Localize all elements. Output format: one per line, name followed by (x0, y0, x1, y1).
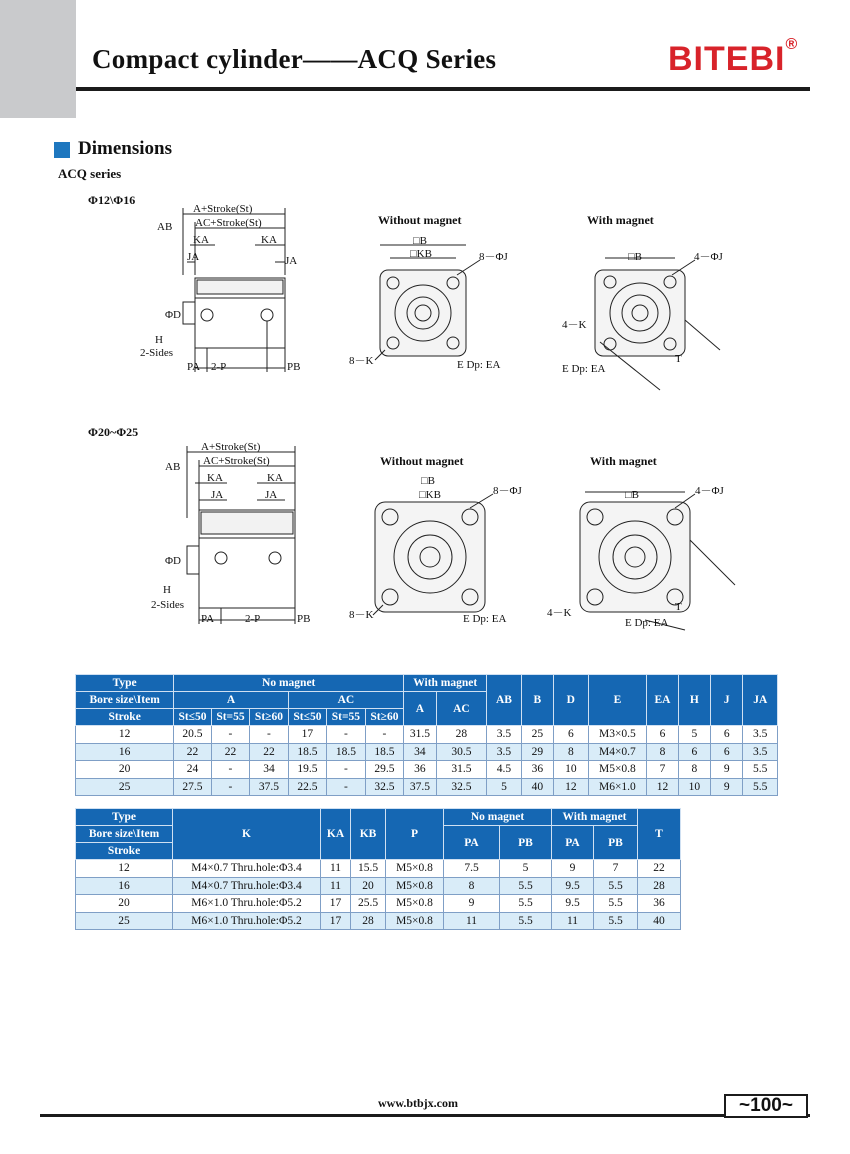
table-cell: 28 (351, 912, 386, 930)
table-row (76, 726, 778, 744)
dim-d-1: ΦD (165, 309, 181, 321)
th-type: Type (76, 809, 173, 826)
th-sub: St≤50 (288, 709, 326, 726)
table-cell: - (327, 761, 365, 779)
section-title: Dimensions (78, 138, 172, 159)
table-cell: 3.5 (487, 743, 521, 761)
th-b: B (521, 675, 553, 726)
table-cell: 25.5 (351, 895, 386, 913)
table-cell: 37.5 (250, 778, 288, 796)
table-cell: 9 (711, 778, 743, 796)
dim-b-mag-2: □B (625, 489, 639, 501)
table-cell: 16 (76, 743, 174, 761)
table-cell: 16 (76, 877, 173, 895)
table-cell: 7 (594, 860, 638, 878)
table-cell: 34 (404, 743, 436, 761)
with-magnet-label-2: With magnet (590, 454, 657, 468)
table-cell: 20.5 (174, 726, 211, 744)
table-row (76, 743, 778, 761)
table-cell: 5.5 (594, 877, 638, 895)
dim-two-sides-1: 2-Sides (140, 347, 173, 359)
table-cell: M5×0.8 (386, 877, 444, 895)
table-cell: M5×0.8 (386, 860, 444, 878)
table-cell: 9 (444, 895, 500, 913)
without-magnet-label-2: Without magnet (380, 454, 464, 468)
header-gray-block (0, 0, 76, 118)
table-cell: 25 (76, 912, 173, 930)
dim-b-mag-1: □B (628, 251, 642, 263)
table-cell: 20 (76, 895, 173, 913)
table-row (76, 778, 778, 796)
bore-group-20-25-label: Φ20~Φ25 (88, 425, 139, 439)
table-cell: - (211, 761, 249, 779)
th-sub: PA (444, 826, 500, 860)
table-cell: 18.5 (288, 743, 326, 761)
th-ka: KA (321, 809, 351, 860)
table-cell: 25 (521, 726, 553, 744)
table-cell: 8 (647, 743, 678, 761)
table-cell: 6 (554, 726, 588, 744)
section-square-icon (54, 142, 70, 158)
table-cell: 40 (521, 778, 553, 796)
dimension-table-1 (75, 674, 778, 796)
table-cell: 17 (321, 912, 351, 930)
dim-a-stroke-1: A+Stroke(St) (193, 203, 253, 215)
dim-pa-2: PA (201, 613, 215, 625)
th-ac: AC (288, 692, 404, 709)
th-k: K (173, 809, 321, 860)
table-cell: - (211, 778, 249, 796)
table-cell: 5 (487, 778, 521, 796)
table-cell: 9.5 (552, 877, 594, 895)
table-cell: - (365, 726, 404, 744)
dim-ka-left-1: KA (193, 234, 209, 246)
table-cell: 12 (647, 778, 678, 796)
footer-url: www.btbjx.com (378, 1096, 458, 1110)
table-cell: 5.5 (743, 761, 778, 779)
dim-ac-stroke-1: AC+Stroke(St) (195, 217, 262, 229)
table-cell: 31.5 (404, 726, 436, 744)
table-cell: 3.5 (487, 726, 521, 744)
table-cell: 31.5 (436, 761, 487, 779)
dim-ja-right-2: JA (265, 489, 278, 501)
front-view-with-magnet-1 (560, 230, 740, 400)
dim-ja-left-2: JA (211, 489, 224, 501)
table-cell: 9 (552, 860, 594, 878)
table-cell: 7.5 (444, 860, 500, 878)
table-cell: 5 (500, 860, 552, 878)
th-sub: PB (500, 826, 552, 860)
dim-t-1: T (675, 353, 682, 365)
dim-edp-2: E Dp: EA (463, 613, 507, 625)
table-row (76, 895, 681, 913)
table-cell: 5 (678, 726, 710, 744)
table-cell: 5.5 (594, 912, 638, 930)
table-cell: 28 (638, 877, 681, 895)
th-no-magnet: No magnet (444, 809, 552, 826)
th-bore: Bore size\Item (76, 692, 174, 709)
table-cell: 9.5 (552, 895, 594, 913)
registered-mark: ® (785, 36, 799, 53)
table-cell: 5.5 (500, 912, 552, 930)
table-cell: 22 (211, 743, 249, 761)
table-cell: M6×1.0 Thru.hole:Φ5.2 (173, 912, 321, 930)
th-stroke: Stroke (76, 709, 174, 726)
table-cell: 6 (678, 743, 710, 761)
dim-4j-1: 4－ΦJ (694, 251, 723, 263)
table-cell: 18.5 (365, 743, 404, 761)
table-cell: 8 (678, 761, 710, 779)
dim-2p-2: 2-P (245, 613, 261, 625)
table-cell: 36 (404, 761, 436, 779)
table-cell: 20 (351, 877, 386, 895)
th-with-magnet: With magnet (404, 675, 487, 692)
front-view-no-magnet-1 (345, 230, 525, 375)
th-ja: JA (743, 675, 778, 726)
th-p: P (386, 809, 444, 860)
table-cell: 6 (647, 726, 678, 744)
th-e: E (588, 675, 647, 726)
table-cell: 24 (174, 761, 211, 779)
th-sub: St≥60 (365, 709, 404, 726)
dim-kb-1: □KB (410, 248, 432, 260)
dim-edp-mag-1: E Dp: EA (562, 363, 606, 375)
dim-ac-stroke-2: AC+Stroke(St) (203, 455, 270, 467)
dim-ka-left-2: KA (207, 472, 223, 484)
front-view-with-magnet-2 (545, 470, 745, 635)
table-cell: 3.5 (743, 726, 778, 744)
table-cell: 8 (554, 743, 588, 761)
table-cell: 11 (444, 912, 500, 930)
table-cell: 22 (174, 743, 211, 761)
dim-4j-2: 4－ΦJ (695, 485, 724, 497)
dim-4k-1: 4－K (562, 319, 587, 331)
th-sub: PA (552, 826, 594, 860)
dim-t-2: T (675, 601, 682, 613)
table-cell: 36 (638, 895, 681, 913)
dim-ka-right-1: KA (261, 234, 277, 246)
table-cell: 8 (444, 877, 500, 895)
table-cell: 22.5 (288, 778, 326, 796)
table-row (76, 912, 681, 930)
th-sub: St≥60 (250, 709, 288, 726)
dim-pb-1: PB (287, 361, 301, 373)
table-cell: 22 (250, 743, 288, 761)
title-rule (76, 87, 810, 91)
table-row (76, 860, 681, 878)
table-row (76, 877, 681, 895)
table-cell: M5×0.8 (386, 895, 444, 913)
table-cell: 10 (678, 778, 710, 796)
table-cell: 28 (436, 726, 487, 744)
table-cell: 12 (554, 778, 588, 796)
table-cell: 9 (711, 761, 743, 779)
side-view-drawing-2 (135, 438, 320, 628)
table-cell: - (327, 726, 365, 744)
th-h: H (678, 675, 710, 726)
table-cell: 11 (321, 877, 351, 895)
th-with-a: A (404, 692, 436, 726)
table-cell: 6 (711, 743, 743, 761)
th-kb: KB (351, 809, 386, 860)
table-cell: 15.5 (351, 860, 386, 878)
table-cell: 5.5 (500, 895, 552, 913)
th-no-magnet: No magnet (174, 675, 404, 692)
dim-two-sides-2: 2-Sides (151, 599, 184, 611)
th-with-ac: AC (436, 692, 487, 726)
table-cell: 10 (554, 761, 588, 779)
dim-edp-1: E Dp: EA (457, 359, 501, 371)
brand-logo (668, 36, 799, 79)
table-cell: M5×0.8 (588, 761, 647, 779)
dim-h-2: H (163, 584, 171, 596)
dim-ab-2: AB (165, 461, 181, 473)
table-cell: 17 (288, 726, 326, 744)
bore-group-12-16-label: Φ12\Φ16 (88, 193, 136, 207)
page-title: Compact cylinder——ACQ Series (92, 44, 497, 74)
dim-h-1: H (155, 334, 163, 346)
table-cell: 17 (321, 895, 351, 913)
th-type: Type (76, 675, 174, 692)
table-cell: 29.5 (365, 761, 404, 779)
th-a: A (174, 692, 288, 709)
th-ea: EA (647, 675, 678, 726)
table-cell: 30.5 (436, 743, 487, 761)
dim-d-2: ΦD (165, 555, 181, 567)
table-cell: 5.5 (594, 895, 638, 913)
table-cell: 5.5 (500, 877, 552, 895)
table-cell: M4×0.7 Thru.hole:Φ3.4 (173, 877, 321, 895)
th-sub: St≤50 (174, 709, 211, 726)
th-sub: St=55 (211, 709, 249, 726)
dim-8k-2: 8－K (349, 609, 374, 621)
table-cell: 27.5 (174, 778, 211, 796)
dim-edp-mag-2: E Dp: EA (625, 617, 669, 629)
dim-8j-2: 8－ΦJ (493, 485, 522, 497)
table-cell: 19.5 (288, 761, 326, 779)
series-subtitle: ACQ series (58, 166, 122, 181)
th-with-magnet: With magnet (552, 809, 638, 826)
th-j: J (711, 675, 743, 726)
dimension-table-2 (75, 808, 681, 930)
dim-b-1: □B (413, 235, 427, 247)
table-cell: 34 (250, 761, 288, 779)
footer-rule (40, 1114, 810, 1117)
th-ab: AB (487, 675, 521, 726)
dim-ab-1: AB (157, 221, 173, 233)
table-cell: 11 (321, 860, 351, 878)
table-cell: M4×0.7 Thru.hole:Φ3.4 (173, 860, 321, 878)
dim-pb-2: PB (297, 613, 311, 625)
dim-8k-1: 8－K (349, 355, 374, 367)
table-cell: 11 (552, 912, 594, 930)
table-cell: 25 (76, 778, 174, 796)
table-cell: M3×0.5 (588, 726, 647, 744)
table-cell: 12 (76, 860, 173, 878)
dim-pa-1: PA (187, 361, 201, 373)
dim-b-2: □B (421, 475, 435, 487)
table-cell: - (250, 726, 288, 744)
table-cell: 5.5 (743, 778, 778, 796)
dim-8j-1: 8－ΦJ (479, 251, 508, 263)
table-cell: 40 (638, 912, 681, 930)
table-row (76, 761, 778, 779)
table-cell: 32.5 (436, 778, 487, 796)
table-cell: 7 (647, 761, 678, 779)
table-cell: 22 (638, 860, 681, 878)
table-cell: 32.5 (365, 778, 404, 796)
table-cell: 20 (76, 761, 174, 779)
front-view-no-magnet-2 (345, 470, 530, 630)
table-cell: 18.5 (327, 743, 365, 761)
table-cell: - (211, 726, 249, 744)
table-cell: 6 (711, 726, 743, 744)
dim-ja-left-1: JA (187, 251, 200, 263)
th-d: D (554, 675, 588, 726)
table-cell: 37.5 (404, 778, 436, 796)
table-cell: M5×0.8 (386, 912, 444, 930)
side-view-drawing-1 (135, 200, 320, 380)
table-cell: 12 (76, 726, 174, 744)
dim-kb-2: □KB (419, 489, 441, 501)
table-cell: 4.5 (487, 761, 521, 779)
dim-2p-1: 2-P (211, 361, 227, 373)
table-cell: - (327, 778, 365, 796)
table-cell: 29 (521, 743, 553, 761)
dim-ka-right-2: KA (267, 472, 283, 484)
brand-name: BITEBI (668, 40, 786, 78)
table-cell: M4×0.7 (588, 743, 647, 761)
page-number: ~100~ (724, 1094, 808, 1118)
table-cell: 36 (521, 761, 553, 779)
dim-a-stroke-2: A+Stroke(St) (201, 441, 261, 453)
th-t: T (638, 809, 681, 860)
table-cell: 3.5 (743, 743, 778, 761)
dim-4k-2: 4－K (547, 607, 572, 619)
with-magnet-label-1: With magnet (587, 213, 654, 227)
th-sub: PB (594, 826, 638, 860)
th-bore: Bore size\Item (76, 826, 173, 843)
table-cell: M6×1.0 (588, 778, 647, 796)
table-cell: M6×1.0 Thru.hole:Φ5.2 (173, 895, 321, 913)
th-stroke: Stroke (76, 843, 173, 860)
without-magnet-label-1: Without magnet (378, 213, 462, 227)
th-sub: St=55 (327, 709, 365, 726)
dim-ja-right-1: JA (285, 255, 298, 267)
